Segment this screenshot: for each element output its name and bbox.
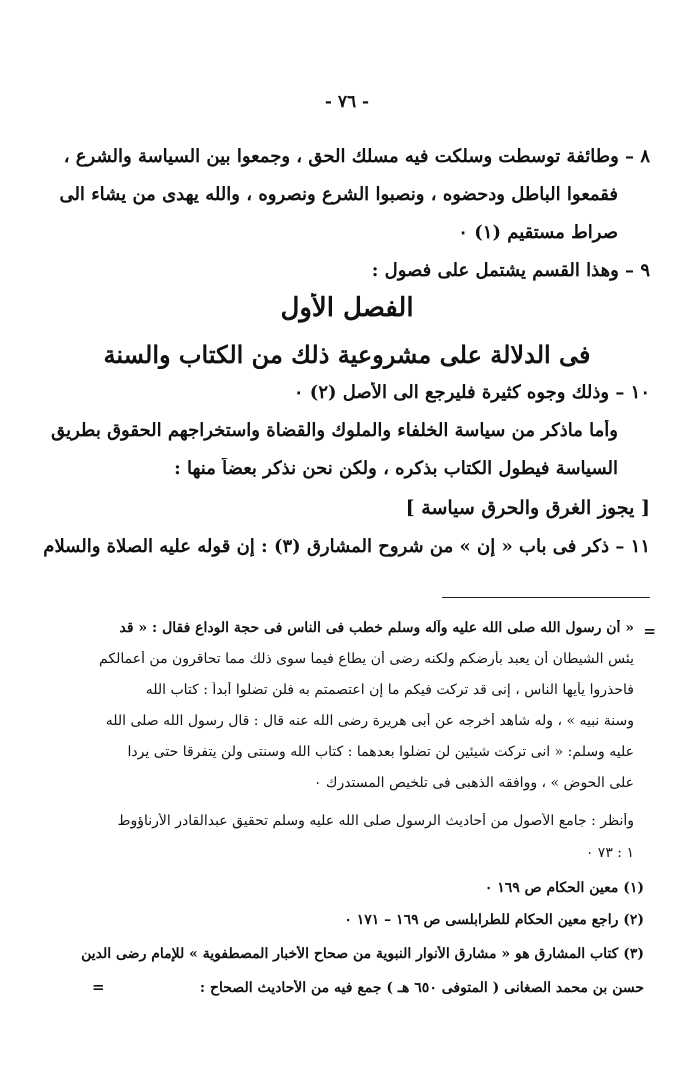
section-heading: [ يجوز الغرق والحرق سياسة ] [405, 497, 650, 519]
paragraph-8-line-1: ٨ – وطائفة توسطت وسلكت فيه مسلك الحق ، وجمعوا بين السياسة والشرع ، [63, 146, 650, 167]
page-number: - ٧٦ - [324, 92, 370, 112]
chapter-title: الفصل الأول [280, 293, 414, 323]
paragraph-11-line-1: ١١ – ذكر فى باب « إن » من شروح المشارق (٣) : إن قوله عليه الصلاة والسلام [43, 536, 650, 557]
footnote-2: (٢) راجع معين الحكام للطرابلسى ص ١٦٩ – ١٧١ ٠ [344, 912, 644, 928]
footnote-continued-line-7: وأنظر : جامع الأصول من أحاديث الرسول صلى الله عليه وسلم تحقيق عبدالقادر الأرناؤوط [117, 813, 634, 829]
paragraph-10-line-1: ١٠ – وذلك وجوه كثيرة فليرجع الى الأصل (٢) ٠ [293, 382, 650, 403]
paragraph-8-line-3: صراط مستقيم (١) ٠ [458, 222, 618, 243]
paragraph-8-line-2: فقمعوا الباطل ودحضوه ، ونصبوا الشرع ونصروه ، والله يهدى من يشاء الى [59, 184, 618, 205]
footnote-continued-line-8: ١ : ٧٣ ٠ [585, 845, 634, 861]
footnote-3-continues-mark: = [92, 978, 105, 996]
footnote-3-line-1: (٣) كتاب المشارق هو « مشارق الأنوار النبوية من صحاح الأخبار المصطفوية » للإمام رضى الدين [81, 946, 644, 962]
footnote-continued-mark: = [643, 622, 656, 640]
footnote-continued-line-2: يئس الشيطان أن يعبد بأرضكم ولكنه رضى أن يطاع فيما سوى ذلك مما تحاقرون من أعمالكم [99, 651, 634, 667]
footnote-continued-line-3: فاحذروا يأيها الناس ، إنى قد تركت فيكم ما إن اعتصمتم به فلن تضلوا أبداً : كتاب الله [145, 682, 634, 698]
paragraph-9-line-1: ٩ – وهذا القسم يشتمل على فصول : [371, 260, 650, 281]
paragraph-10-line-3: السياسة فيطول الكتاب بذكره ، ولكن نحن نذكر بعضاً منها : [174, 458, 618, 479]
chapter-subtitle: فى الدلالة على مشروعية ذلك من الكتاب والسنة [103, 340, 591, 369]
footnote-continued-line-4: وسنة نبيه » ، وله شاهد أخرجه عن أبى هريرة رضى الله عنه قال : قال رسول الله صلى الله [105, 713, 634, 729]
footnote-separator [442, 597, 650, 598]
paragraph-10-line-2: وأما ماذكر من سياسة الخلفاء والملوك والقضاة واستخراجهم الحقوق بطريق [51, 420, 618, 441]
footnote-continued-line-6: على الحوض » ، ووافقه الذهبى فى تلخيص المستدرك ٠ [313, 775, 634, 791]
footnote-continued-line-1: « أن رسول الله صلى الله عليه وآله وسلم خطب فى الناس فى حجة الوداع فقال : « قد [119, 620, 634, 636]
footnote-continued-line-5: عليه وسلم: « انى تركت شيئين لن تضلوا بعدهما : كتاب الله وسنتى ولن يتفرقا حتى يردا [127, 744, 634, 760]
footnote-1: (١) معين الحكام ص ١٦٩ ٠ [484, 880, 644, 896]
footnote-3-line-2: حسن بن محمد الصغانى ( المتوفى ٦٥٠ هـ ) جمع فيه من الأحاديث الصحاح : [199, 980, 644, 996]
